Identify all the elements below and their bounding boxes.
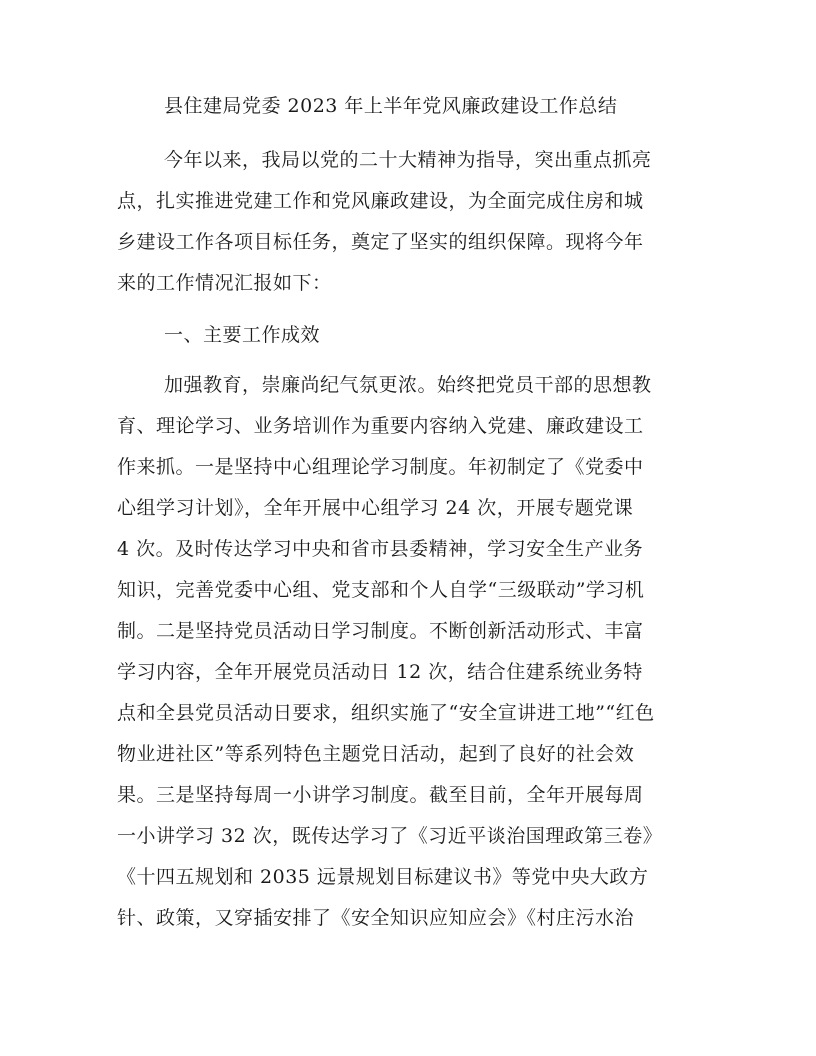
paragraph-line: 一小讲学习 32 次，既传达学习了《习近平谈治国理政第三卷》 <box>117 825 663 847</box>
paragraph-line: 点和全县党员活动日要求，组织实施了“安全宣讲进工地”“红色 <box>117 702 655 724</box>
paragraph-line: 物业进社区”等系列特色主题党日活动，起到了良好的社会效 <box>117 743 635 765</box>
paragraph-line: 育、理论学习、业务培训作为重要内容纳入党建、廉政建设工 <box>117 415 644 437</box>
paragraph-line: 点，扎实推进党建工作和党风廉政建设，为全面完成住房和城 <box>117 190 644 212</box>
paragraph-line: 加强教育，崇廉尚纪气氛更浓。始终把党员干部的思想教 <box>164 374 652 396</box>
paragraph-line: 学习内容，全年开展党员活动日 12 次，结合住建系统业务特 <box>117 661 643 683</box>
paragraph-line: 作来抓。一是坚持中心组理论学习制度。年初制定了《党委中 <box>117 456 644 478</box>
section-heading: 一、主要工作成效 <box>164 324 321 346</box>
paragraph-line: 来的工作情况汇报如下： <box>117 272 332 294</box>
paragraph-line: 4 次。及时传达学习中央和省市县委精神，学习安全生产业务 <box>117 538 644 560</box>
paragraph-line: 乡建设工作各项目标任务，奠定了坚实的组织保障。现将今年 <box>117 231 644 253</box>
paragraph-line: 果。三是坚持每周一小讲学习制度。截至目前，全年开展每周 <box>117 784 644 806</box>
paragraph-line: 《十四五规划和 2035 远景规划目标建议书》等党中央大政方 <box>117 866 649 888</box>
paragraph-line: 知识，完善党委中心组、党支部和个人自学“三级联动”学习机 <box>117 579 645 601</box>
document-title: 县住建局党委 2023 年上半年党风廉政建设工作总结 <box>164 95 618 117</box>
paragraph-line: 心组学习计划》，全年开展中心组学习 24 次，开展专题党课 <box>117 497 634 519</box>
paragraph-line: 针、政策，又穿插安排了《安全知识应知应会》《村庄污水治 <box>117 907 635 929</box>
paragraph-line: 制。二是坚持党员活动日学习制度。不断创新活动形式、丰富 <box>117 620 644 642</box>
paragraph-line: 今年以来，我局以党的二十大精神为指导，突出重点抓亮 <box>164 149 652 171</box>
